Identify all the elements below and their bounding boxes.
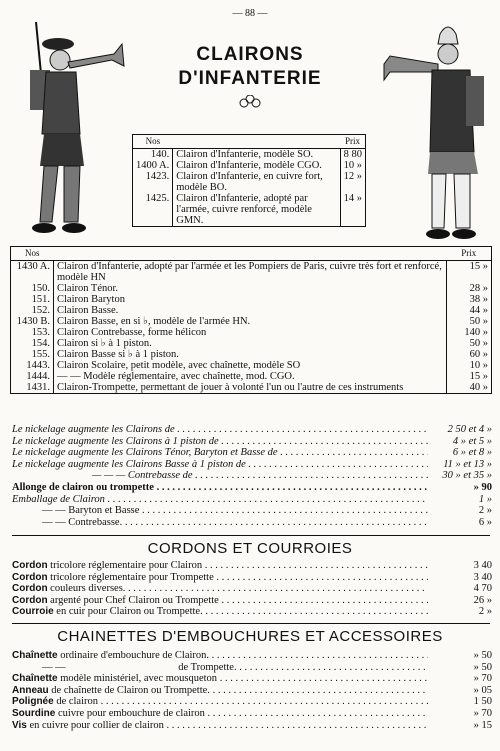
product-table-main xyxy=(10,246,492,394)
col-header-prix: Prix xyxy=(340,135,365,149)
list-item: Anneau de chaînette de Clairon ou Trompette. . . . » 05 xyxy=(12,685,492,697)
table-row: 152. Clairon Basse. 44 » xyxy=(11,305,492,316)
col-header-no: Nos xyxy=(133,135,173,149)
list-item: — — de Trompette. . . . » 50 xyxy=(12,662,492,674)
table-row: 151. Clairon Baryton 38 » xyxy=(11,294,492,305)
list-item: Le nickelage augmente les Clairons de . . . 2 50 et 4 » xyxy=(12,424,492,436)
list-item: Cordon tricolore réglementaire pour Trompette . . . 3 40 xyxy=(12,572,492,584)
table-row: 150. Clairon Ténor. 28 » xyxy=(11,283,492,294)
table-row: 1425. Clairon d'Infanterie, adopté par l'armée, cuivre renforcé, modèle GMN. 14 » xyxy=(133,193,366,227)
list-item: — — Baryton et Basse . . . 2 » xyxy=(12,505,492,517)
table-row: 1430 A. Clairon d'Infanterie, adopté par l'armée et les Pompiers de Paris, cuivre très fort et renforcé, modèle HN 15 » xyxy=(11,261,492,284)
list-item: Le nickelage augmente les Clairons à 1 piston de . . . 4 » et 5 » xyxy=(12,436,492,448)
table-row: 154. Clairon si ♭ à 1 piston. 50 » xyxy=(11,338,492,349)
col-header-prix: Prix xyxy=(447,247,492,261)
nickel-price-list xyxy=(12,424,492,528)
cordons-price-list xyxy=(12,560,492,618)
table-row: 1430 B. Clairon Basse, en si ♭, modèle de l'armée HN. 50 » xyxy=(11,316,492,327)
list-item: Cordon argenté pour Chef Clairon ou Trompette . . . 26 » xyxy=(12,595,492,607)
list-item: Chaînette modèle ministériel, avec mousqueton . . . » 70 xyxy=(12,673,492,685)
page-title: CLAIRONS xyxy=(196,44,304,65)
table-row: 1443. Clairon Scolaire, petit modèle, avec chaînette, modèle SO 10 » xyxy=(11,360,492,371)
table-row: 155. Clairon Basse si ♭ à 1 piston. 60 » xyxy=(11,349,492,360)
page-number: — 88 — xyxy=(232,8,268,19)
list-item: Le nickelage augmente les Clairons Ténor, Baryton et Basse de . . . 6 » et 8 » xyxy=(12,447,492,459)
list-item: Chaînette ordinaire d'embouchure de Clairon. . . . » 50 xyxy=(12,650,492,662)
list-item: Le nickelage augmente les Clairons Basse à 1 piston de . . . 11 » et 13 » xyxy=(12,459,492,471)
list-item: Polignée de clairon . . . 1 50 xyxy=(12,696,492,708)
table-row: 153. Clairon Contrebasse, forme hélicon 140 » xyxy=(11,327,492,338)
table-row: 1431. Clairon-Trompette, permettant de jouer à volonté l'un ou l'autre de ces instruments 40 » xyxy=(11,382,492,394)
list-item: Emballage de Clairon . . . 1 » xyxy=(12,494,492,506)
table-row: 140. Clairon d'Infanterie, modèle SO. 8 80 xyxy=(133,149,366,161)
list-item: Cordon tricolore réglementaire pour Clairon . . . 3 40 xyxy=(12,560,492,572)
bugler-soldier-left-illustration xyxy=(6,14,126,246)
chainettes-price-list xyxy=(12,650,492,731)
bugler-soldier-right-illustration xyxy=(380,14,492,246)
table-row: 1423. Clairon d'Infanterie, en cuivre fort, modèle BO. 12 » xyxy=(133,171,366,193)
trefoil-ornament xyxy=(236,95,264,109)
table-row: 1444. — — Modèle réglementaire, avec chaînette, mod. CGO. 15 » xyxy=(11,371,492,382)
col-header-no: Nos xyxy=(11,247,54,261)
section-heading-cordons: CORDONS ET COURROIES xyxy=(147,540,353,557)
section-heading-chainettes: CHAINETTES D'EMBOUCHURES ET ACCESSOIRES xyxy=(57,628,443,645)
list-item: Allonge de clairon ou trompette . . . » 90 xyxy=(12,482,492,494)
divider xyxy=(12,623,490,624)
list-item: Vis en cuivre pour collier de clairon . . . » 15 xyxy=(12,720,492,732)
list-item: — — Contrebasse. . . . 6 » xyxy=(12,517,492,529)
table-row: 1400 A. Clairon d'Infanterie, modèle CGO. 10 » xyxy=(133,160,366,171)
list-item: Cordon couleurs diverses. . . . 4 70 xyxy=(12,583,492,595)
divider xyxy=(12,535,490,536)
list-item: — — — Contrebasse de . . . 30 » et 35 » xyxy=(12,470,492,482)
list-item: Courroie en cuir pour Clairon ou Trompette. . . . 2 » xyxy=(12,606,492,618)
product-table-top xyxy=(132,134,366,227)
list-item: Sourdine cuivre pour embouchure de clairon . . . » 70 xyxy=(12,708,492,720)
page-subtitle: D'INFANTERIE xyxy=(178,68,322,89)
